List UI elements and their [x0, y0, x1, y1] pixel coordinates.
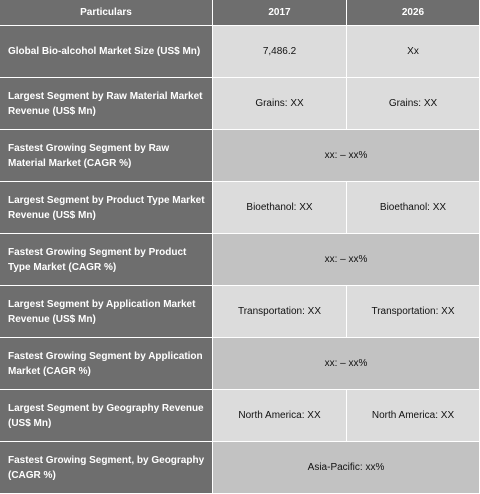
row-label: Fastest Growing Segment by Raw Material Market (CAGR %) [0, 130, 213, 182]
value-2026: Grains: XX [347, 78, 480, 130]
merged-value: Asia-Pacific: xx% [213, 442, 480, 494]
table-header-row [0, 0, 480, 26]
value-2017: Grains: XX [213, 78, 347, 130]
value-2026: Bioethanol: XX [347, 182, 480, 234]
table-row [0, 286, 480, 338]
value-2017: Bioethanol: XX [213, 182, 347, 234]
header-particulars: Particulars [0, 0, 213, 26]
header-2017: 2017 [213, 0, 347, 26]
row-label: Largest Segment by Application Market Revenue (US$ Mn) [0, 286, 213, 338]
value-2017: North America: XX [213, 390, 347, 442]
row-label: Fastest Growing Segment by Product Type Market (CAGR %) [0, 234, 213, 286]
table-row [0, 234, 480, 286]
table-row [0, 26, 480, 78]
row-label: Fastest Growing Segment by Application Market (CAGR %) [0, 338, 213, 390]
value-2017: Transportation: XX [213, 286, 347, 338]
value-2017: 7,486.2 [213, 26, 347, 78]
row-label: Largest Segment by Product Type Market Revenue (US$ Mn) [0, 182, 213, 234]
merged-value: xx: – xx% [213, 338, 480, 390]
value-2026: Transportation: XX [347, 286, 480, 338]
value-2026: North America: XX [347, 390, 480, 442]
row-label: Global Bio-alcohol Market Size (US$ Mn) [0, 26, 213, 78]
row-label: Largest Segment by Raw Material Market Revenue (US$ Mn) [0, 78, 213, 130]
table-row [0, 130, 480, 182]
table-row [0, 390, 480, 442]
table-row [0, 338, 480, 390]
table-row [0, 182, 480, 234]
table-row [0, 78, 480, 130]
row-label: Largest Segment by Geography Revenue (US$ Mn) [0, 390, 213, 442]
header-2026: 2026 [347, 0, 480, 26]
row-label: Fastest Growing Segment, by Geography (CAGR %) [0, 442, 213, 494]
table-row [0, 442, 480, 494]
merged-value: xx: – xx% [213, 130, 480, 182]
merged-value: xx: – xx% [213, 234, 480, 286]
value-2026: Xx [347, 26, 480, 78]
